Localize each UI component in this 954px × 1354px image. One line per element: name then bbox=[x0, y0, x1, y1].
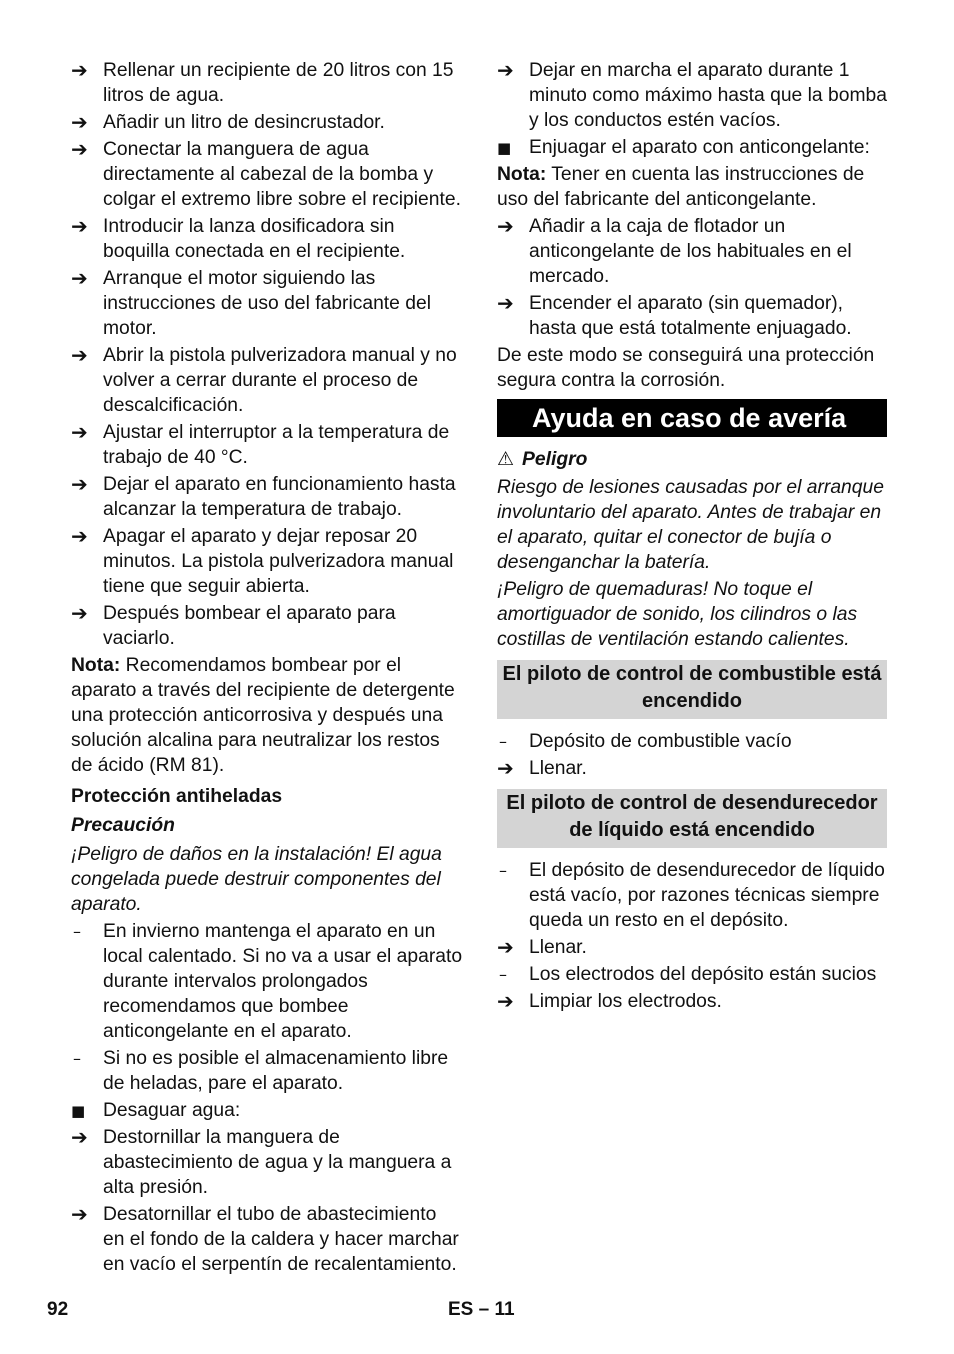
step-list bbox=[497, 58, 887, 160]
list-item bbox=[71, 1125, 463, 1200]
dash-bullet-icon: – bbox=[499, 732, 507, 751]
list-item-text: Conectar la manguera de agua directamente al cabezal de la bomba y colgar el extremo libre sobre el recipiente. bbox=[103, 139, 461, 210]
list-item bbox=[497, 756, 887, 781]
dash-bullet-icon: – bbox=[73, 1049, 81, 1068]
list-item bbox=[497, 858, 887, 933]
list-item-text: Después bombear el aparato para vaciarlo. bbox=[103, 603, 396, 649]
list-item bbox=[497, 58, 887, 133]
language-page-label: ES – 11 bbox=[448, 1299, 515, 1320]
section-title: Ayuda en caso de avería bbox=[497, 399, 887, 437]
list-item-text: El depósito de desendurecedor de líquido está vacío, por razones técnicas siempre queda un resto en el depósito. bbox=[529, 860, 885, 931]
left-column bbox=[71, 58, 463, 1279]
list-item-text: Enjuagar el aparato con anticongelante: bbox=[529, 137, 870, 158]
caution-title: Precaución bbox=[71, 815, 175, 836]
dash-bullet-icon: – bbox=[499, 965, 507, 984]
danger-text: Riesgo de lesiones causadas por el arranque involuntario del aparato. Antes de trabajar en el aparato, quitar el conector de bujía o desenganchar la batería. bbox=[497, 477, 884, 573]
list-item bbox=[71, 137, 463, 212]
list-item bbox=[71, 110, 463, 135]
list-item-text: Depósito de combustible vacío bbox=[529, 731, 792, 752]
dash-bullet-icon: – bbox=[73, 922, 81, 941]
arrow-right-icon: ➔ bbox=[497, 58, 514, 82]
step-list bbox=[71, 919, 463, 1277]
arrow-right-icon: ➔ bbox=[497, 935, 514, 959]
list-item-text: Apagar el aparato y dejar reposar 20 minutos. La pistola pulverizadora manual tiene que seguir abierta. bbox=[103, 526, 454, 597]
note-paragraph bbox=[497, 162, 887, 212]
list-item bbox=[71, 1098, 463, 1123]
note-text: Recomendamos bombear por el aparato a través del recipiente de detergente una protección anticorrosiva y después una solución alcalina para neutralizar los restos de ácido (RM 81). bbox=[71, 655, 455, 776]
step-list bbox=[497, 214, 887, 341]
list-item bbox=[71, 1046, 463, 1096]
list-item bbox=[497, 214, 887, 289]
list-item-text: Abrir la pistola pulverizadora manual y no volver a cerrar durante el proceso de descalcificación. bbox=[103, 345, 457, 416]
warning-triangle-icon: ⚠ bbox=[497, 448, 515, 470]
arrow-right-icon: ➔ bbox=[497, 291, 514, 315]
step-list bbox=[497, 858, 887, 1014]
list-item bbox=[71, 472, 463, 522]
arrow-right-icon: ➔ bbox=[71, 343, 88, 367]
square-bullet-icon: ■ bbox=[71, 1102, 86, 1120]
list-item-text: En invierno mantenga el aparato en un local calentado. Si no va a usar el aparato durante intervalos prolongados recomendamos que bombee anticongelante en el aparato. bbox=[103, 921, 463, 1042]
list-item bbox=[71, 420, 463, 470]
list-item bbox=[71, 601, 463, 651]
step-list bbox=[71, 58, 463, 651]
arrow-right-icon: ➔ bbox=[497, 756, 514, 780]
list-item bbox=[71, 524, 463, 599]
arrow-right-icon: ➔ bbox=[497, 214, 514, 238]
danger-title: Peligro bbox=[522, 449, 588, 470]
list-item-text: Añadir un litro de desincrustador. bbox=[103, 112, 385, 133]
list-item bbox=[497, 962, 887, 987]
list-item-text: Ajustar el interruptor a la temperatura de trabajo de 40 °C. bbox=[103, 422, 450, 468]
dash-bullet-icon: – bbox=[499, 861, 507, 880]
square-bullet-icon: ■ bbox=[497, 139, 512, 157]
caution-text: ¡Peligro de daños en la instalación! El agua congelada puede destruir componentes del aparato. bbox=[71, 844, 442, 915]
note-paragraph bbox=[71, 653, 463, 778]
arrow-right-icon: ➔ bbox=[497, 989, 514, 1013]
arrow-right-icon: ➔ bbox=[71, 266, 88, 290]
list-item bbox=[71, 1202, 463, 1277]
page-number: 92 bbox=[47, 1299, 69, 1320]
list-item bbox=[497, 729, 887, 754]
summary-paragraph: De este modo se conseguirá una protección segura contra la corrosión. bbox=[497, 345, 875, 391]
list-item-text: Si no es posible el almacenamiento libre de heladas, pare el aparato. bbox=[103, 1048, 449, 1094]
arrow-right-icon: ➔ bbox=[71, 420, 88, 444]
list-item-text: Dejar el aparato en funcionamiento hasta alcanzar la temperatura de trabajo. bbox=[103, 474, 456, 520]
fault-heading-fuel: El piloto de control de combustible está encendido bbox=[497, 660, 887, 719]
list-item bbox=[497, 135, 887, 160]
list-item-text: Llenar. bbox=[529, 758, 587, 779]
fault-heading-softener: El piloto de control de desendurecedor de líquido está encendido bbox=[497, 789, 887, 848]
arrow-right-icon: ➔ bbox=[71, 601, 88, 625]
list-item-text: Desaguar agua: bbox=[103, 1100, 241, 1121]
list-item-text: Llenar. bbox=[529, 937, 587, 958]
list-item-text: Arranque el motor siguiendo las instrucciones de uso del fabricante del motor. bbox=[103, 268, 431, 339]
arrow-right-icon: ➔ bbox=[71, 1202, 88, 1226]
list-item-text: Encender el aparato (sin quemador), hasta que está totalmente enjuagado. bbox=[529, 293, 852, 339]
arrow-right-icon: ➔ bbox=[71, 110, 88, 134]
list-item-text: Añadir a la caja de flotador un anticongelante de los habituales en el mercado. bbox=[529, 216, 852, 287]
list-item-text: Rellenar un recipiente de 20 litros con 15 litros de agua. bbox=[103, 60, 454, 106]
arrow-right-icon: ➔ bbox=[71, 137, 88, 161]
list-item bbox=[71, 58, 463, 108]
list-item bbox=[497, 989, 887, 1014]
danger-text: ¡Peligro de quemaduras! No toque el amortiguador de sonido, los cilindros o las costillas de ventilación estando calientes. bbox=[497, 579, 858, 650]
list-item-text: Los electrodos del depósito están sucios bbox=[529, 964, 877, 985]
list-item-text: Destornillar la manguera de abastecimiento de agua y la manguera a alta presión. bbox=[103, 1127, 452, 1198]
arrow-right-icon: ➔ bbox=[71, 1125, 88, 1149]
note-text: Tener en cuenta las instrucciones de uso del fabricante del anticongelante. bbox=[497, 164, 865, 210]
step-list bbox=[497, 729, 887, 781]
arrow-right-icon: ➔ bbox=[71, 524, 88, 548]
list-item bbox=[71, 214, 463, 264]
list-item-text: Introducir la lanza dosificadora sin boquilla conectada en el recipiente. bbox=[103, 216, 406, 262]
note-label: Nota: bbox=[497, 164, 547, 185]
list-item bbox=[71, 919, 463, 1044]
list-item-text: Desatornillar el tubo de abastecimiento en el fondo de la caldera y hacer marchar en vacío el serpentín de recalentamiento. bbox=[103, 1204, 459, 1275]
list-item-text: Dejar en marcha el aparato durante 1 minuto como máximo hasta que la bomba y los conductos estén vacíos. bbox=[529, 60, 887, 131]
arrow-right-icon: ➔ bbox=[71, 472, 88, 496]
note-label: Nota: bbox=[71, 655, 121, 676]
list-item bbox=[497, 291, 887, 341]
list-item-text: Limpiar los electrodos. bbox=[529, 991, 722, 1012]
list-item bbox=[71, 343, 463, 418]
list-item bbox=[71, 266, 463, 341]
list-item bbox=[497, 935, 887, 960]
arrow-right-icon: ➔ bbox=[71, 58, 88, 82]
danger-heading bbox=[497, 447, 887, 472]
subheading-frost-protection: Protección antiheladas bbox=[71, 786, 283, 807]
arrow-right-icon: ➔ bbox=[71, 214, 88, 238]
right-column bbox=[497, 58, 887, 1016]
